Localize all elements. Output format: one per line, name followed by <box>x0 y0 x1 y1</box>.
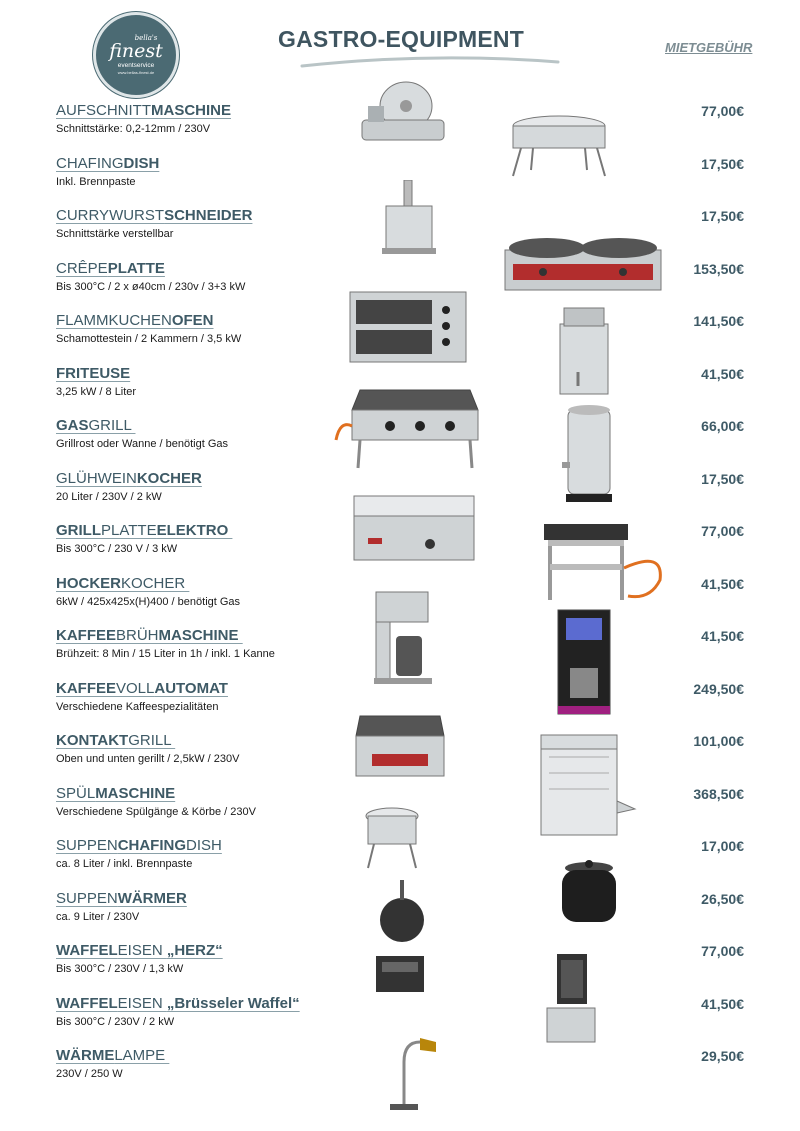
item-description: Bis 300°C / 230V / 1,3 kW <box>56 963 184 975</box>
title-swoosh <box>300 54 560 70</box>
equipment-item <box>56 260 356 294</box>
item-name-part: CHAFING <box>56 154 124 172</box>
equipment-item <box>56 575 356 609</box>
equipment-item <box>56 785 356 819</box>
item-name <box>56 575 356 593</box>
item-name <box>56 102 356 120</box>
equipment-item <box>56 102 356 136</box>
meat-slicer-picture <box>358 76 448 146</box>
soup-chafing-dish-picture <box>360 804 424 872</box>
item-description: Bis 300°C / 2 x ø40cm / 230v / 3+3 kW <box>56 280 246 293</box>
item-name-part: CRÊPE <box>56 259 108 277</box>
item-name-part: KOCHER <box>121 574 190 592</box>
item-price: 17,50€ <box>701 155 744 172</box>
item-name <box>56 365 356 383</box>
item-price: 368,50€ <box>693 785 744 802</box>
equipment-item <box>56 995 356 1029</box>
equipment-item <box>56 732 356 766</box>
page-title: GASTRO-EQUIPMENT <box>278 26 524 52</box>
equipment-item <box>56 837 356 871</box>
equipment-item <box>56 522 356 556</box>
equipment-item <box>56 942 356 976</box>
item-name-part: ELEKTRO <box>156 522 233 539</box>
item-name-part: „HERZ“ <box>166 942 223 959</box>
currywurst-cutter-picture <box>382 180 436 256</box>
item-description: Schnittstärke: 0,2-12mm / 230V <box>56 123 211 135</box>
logo-line-1: bella's <box>134 34 158 42</box>
stock-pot-stove-picture <box>540 520 670 608</box>
item-name-part: GAS <box>56 417 89 434</box>
gas-grill-picture <box>330 380 480 476</box>
item-name <box>56 732 356 750</box>
contact-grill-picture <box>352 710 448 784</box>
item-name-part: AUFSCHNITT <box>56 102 151 119</box>
item-name-part: BRÜH <box>116 627 159 644</box>
item-name-part: GRILL <box>56 522 101 539</box>
item-name-part: FRITEUSE <box>56 364 131 382</box>
item-name-part: DISH <box>123 154 160 172</box>
item-name <box>56 837 356 855</box>
item-name <box>56 312 356 330</box>
item-description: 230V / 250 W <box>56 1068 123 1080</box>
item-name-part: MASCHINE <box>151 102 232 119</box>
item-name <box>56 207 356 225</box>
item-description: Grillrost oder Wanne / benötigt Gas <box>56 438 229 450</box>
equipment-item <box>56 1047 356 1081</box>
item-name-part: MASCHINE <box>158 627 243 644</box>
waffle-iron-heart-picture <box>370 880 430 996</box>
item-name <box>56 680 356 698</box>
item-name-part: GLÜHWEIN <box>56 469 137 487</box>
equipment-item <box>56 365 356 399</box>
item-name-part: CURRYWURST <box>56 207 165 224</box>
item-price: 41,50€ <box>701 365 744 382</box>
item-description: Brühzeit: 8 Min / 15 Liter in 1h / inkl. 1 Kanne <box>56 648 275 660</box>
logo-line-3: eventservice <box>117 62 155 69</box>
item-name-part: AUTOMAT <box>154 679 228 697</box>
item-description: ca. 9 Liter / 230V <box>56 910 140 923</box>
item-name <box>56 627 356 645</box>
coffee-brewer-picture <box>372 590 434 686</box>
item-name-part: MASCHINE <box>95 784 176 802</box>
item-name-part: OFEN <box>171 312 214 329</box>
item-name-part: EISEN <box>117 942 167 959</box>
item-price: 66,00€ <box>701 418 744 434</box>
mulled-wine-boiler-picture <box>560 402 618 506</box>
item-name-part: KONTAKT <box>56 732 129 749</box>
item-name-part: LAMPE <box>114 1047 170 1064</box>
item-description: Schnittstärke verstellbar <box>56 228 174 240</box>
item-description: Bis 300°C / 230 V / 3 kW <box>56 543 178 555</box>
item-name-part: FLAMMKUCHEN <box>56 312 172 329</box>
item-name <box>56 942 356 960</box>
item-price: 17,00€ <box>701 838 744 854</box>
item-name-part: GRILL <box>128 732 176 749</box>
item-name-part: HOCKER <box>56 574 122 592</box>
logo-line-2: finest <box>109 40 163 62</box>
item-name-part: WÄRMER <box>117 889 187 907</box>
equipment-item <box>56 312 356 346</box>
item-price: 141,50€ <box>693 313 744 329</box>
item-name-part: VOLL <box>116 679 155 697</box>
deep-fryer-picture <box>556 306 612 398</box>
item-name <box>56 995 356 1013</box>
item-price: 101,00€ <box>693 733 744 749</box>
item-name-part: PLATTE <box>101 522 157 539</box>
item-name <box>56 785 356 803</box>
item-description: 6kW / 425x425x(H)400 / benötigt Gas <box>56 595 241 608</box>
equipment-item <box>56 680 356 714</box>
equipment-item <box>56 417 356 451</box>
item-name-part: WAFFEL <box>56 994 118 1012</box>
electric-griddle-picture <box>350 492 478 570</box>
item-name-part: WÄRME <box>56 1047 115 1064</box>
item-price: 17,50€ <box>701 470 744 487</box>
item-name-part: KAFFEE <box>56 627 116 644</box>
item-name-part: SPÜL <box>56 784 96 802</box>
chafing-dish-picture <box>503 110 615 180</box>
item-price: 249,50€ <box>693 680 744 697</box>
item-name-part: GRILL <box>88 417 136 434</box>
item-name-part: „Brüsseler Waffel“ <box>166 994 300 1012</box>
item-description: Schamottestein / 2 Kammern / 3,5 kW <box>56 333 242 345</box>
item-description: Inkl. Brennpaste <box>56 175 136 188</box>
equipment-item <box>56 207 356 241</box>
pizza-oven-picture <box>348 290 468 366</box>
item-name-part: CHAFING <box>117 837 187 854</box>
item-name <box>56 522 356 540</box>
item-price: 41,50€ <box>701 575 744 592</box>
item-price: 77,00€ <box>701 523 744 539</box>
item-price: 29,50€ <box>701 1048 744 1064</box>
item-description: Verschiedene Spülgänge & Körbe / 230V <box>56 805 256 818</box>
waffle-iron-brussels-picture <box>543 950 599 1046</box>
soup-kettle-picture <box>556 858 622 934</box>
equipment-item <box>56 627 356 661</box>
item-name-part: WAFFEL <box>56 942 118 959</box>
crepe-maker-picture <box>503 230 663 298</box>
item-name-part: EISEN <box>117 994 167 1012</box>
price-column-heading: MIETGEBÜHR <box>665 40 753 55</box>
item-description: Oben und unten gerillt / 2,5kW / 230V <box>56 753 240 765</box>
item-description: 20 Liter / 230V / 2 kW <box>56 490 162 503</box>
item-name <box>56 417 356 435</box>
item-price: 26,50€ <box>701 890 744 907</box>
item-name <box>56 260 356 278</box>
item-name <box>56 890 356 908</box>
item-price: 41,50€ <box>701 628 744 644</box>
item-description: 3,25 kW / 8 Liter <box>56 385 137 398</box>
item-price: 153,50€ <box>693 260 744 277</box>
equipment-item <box>56 890 356 924</box>
item-name-part: KAFFEE <box>56 679 116 697</box>
item-name-part: PLATTE <box>107 259 165 277</box>
item-price: 41,50€ <box>701 995 744 1012</box>
item-name-part: DISH <box>186 837 222 854</box>
item-name-part: SCHNEIDER <box>164 207 253 224</box>
item-price: 17,50€ <box>701 208 744 224</box>
company-logo <box>93 12 179 98</box>
dishwasher-picture <box>537 733 637 839</box>
logo-line-4: www.bellas-finest.de <box>117 70 155 75</box>
item-description: Verschiedene Kaffeespezialitäten <box>56 700 219 713</box>
item-name <box>56 1047 356 1065</box>
coffee-machine-picture <box>556 608 612 716</box>
item-description: Bis 300°C / 230V / 2 kW <box>56 1015 175 1028</box>
item-name <box>56 470 356 488</box>
item-name-part: SUPPEN <box>56 837 118 854</box>
item-name-part: KOCHER <box>136 469 202 487</box>
item-name <box>56 155 356 173</box>
item-price: 77,00€ <box>701 103 744 119</box>
item-price: 77,00€ <box>701 943 744 959</box>
item-description: ca. 8 Liter / inkl. Brennpaste <box>56 858 193 870</box>
item-name-part: SUPPEN <box>56 889 118 907</box>
heat-lamp-picture <box>376 1032 440 1112</box>
equipment-item <box>56 470 356 504</box>
equipment-item <box>56 155 356 189</box>
